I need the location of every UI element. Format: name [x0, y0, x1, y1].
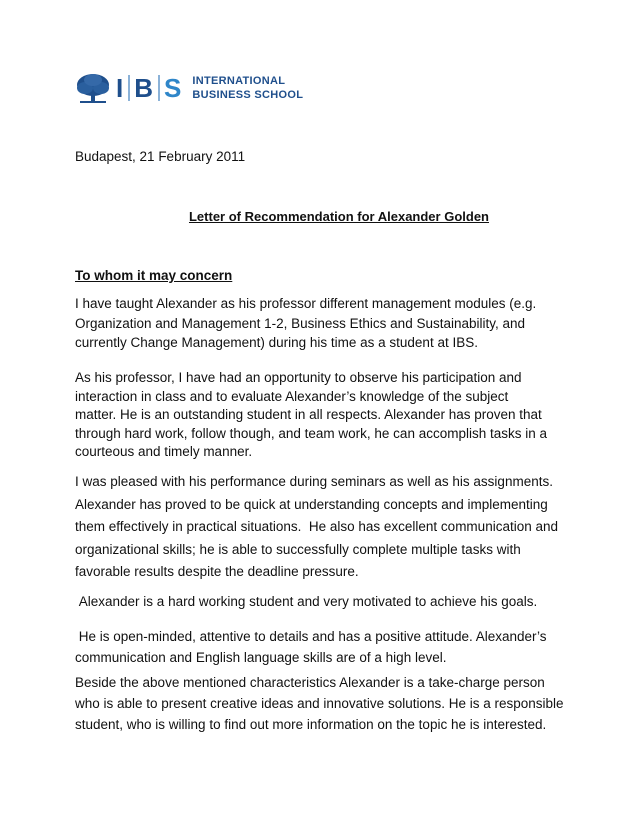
mark-letter-s: S	[164, 72, 183, 103]
ibs-wordmark	[116, 73, 182, 104]
mark-divider	[158, 75, 160, 101]
mark-letter-b: B	[134, 72, 155, 103]
ibs-logo	[76, 71, 303, 105]
body-paragraph: He is open-minded, attentive to details and has a positive attitude. Alexander’s communication and English language skills are of a high level.	[75, 629, 547, 665]
mark-divider	[128, 75, 130, 101]
school-name-line2: BUSINESS SCHOOL	[192, 89, 304, 101]
body-paragraph: I was pleased with his performance during seminars as well as his assignments. Alexander has proved to be quick at understanding concepts and implementing them effectively in practical situations. He also has excellent communication and organizational skills; he is able to successfully complete multiple tasks with favorable results despite the deadline pressure.	[75, 474, 558, 579]
letter-date: Budapest, 21 February 2011	[75, 149, 246, 164]
tree-icon	[76, 72, 110, 104]
body-paragraph: I have taught Alexander as his professor different management modules (e.g. Organization and Management 1-2, Business Ethics and Sustainability, and currently Change Management) during his time as a student at IBS.	[75, 296, 537, 350]
letter-subject: Letter of Recommendation for Alexander Golden	[188, 209, 489, 224]
school-name-line1: INTERNATIONAL	[192, 75, 286, 87]
letter-greeting: To whom it may concern	[75, 268, 233, 283]
body-paragraph: Alexander is a hard working student and very motivated to achieve his goals.	[75, 594, 538, 609]
school-name	[192, 74, 303, 102]
body-paragraph: Beside the above mentioned characteristics Alexander is a take-charge person who is able to present creative ideas and innovative solutions. He is a responsible student, who is willing to find out more information on the topic he is interested.	[75, 675, 564, 732]
body-paragraph: As his professor, I have had an opportunity to observe his participation and interaction in class and to evaluate Alexander’s knowledge of the subject matter. He is an outstanding student in all respects. Alexander has proven that through hard work, follow though, and team work, he can accomplish tasks in a courteous and timely manner.	[75, 370, 547, 459]
mark-letter-i: I	[116, 72, 125, 103]
